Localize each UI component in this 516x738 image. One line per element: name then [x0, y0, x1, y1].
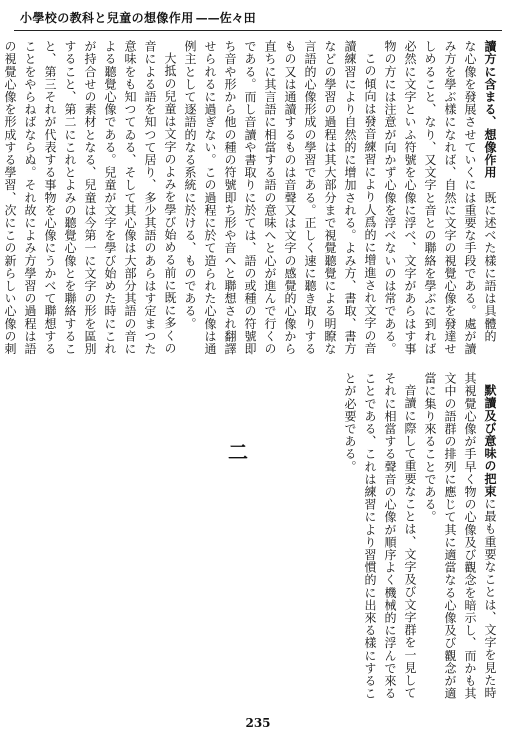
header-rule — [14, 30, 502, 31]
section-heading: 二 — [228, 440, 248, 464]
running-header — [20, 9, 500, 27]
paragraph-lead: 讀方に含まる、想像作用 — [483, 40, 497, 179]
top-text-block — [3, 40, 500, 355]
paragraph — [0, 40, 180, 355]
paragraph — [380, 40, 500, 355]
paragraph — [180, 40, 380, 355]
paragraph-text: に最も重要なことは、文字を見た時其視覺心像が手早く物の心像及び觀念を暗示し、而かも其文中の語群の排列に應じて其に適當なる心像及び觀念が適當に集り來ることである。 — [423, 372, 497, 700]
page-number: 235 — [245, 716, 271, 730]
paragraph-lead: 默讀及び意味の把束 — [483, 384, 497, 498]
running-header-title: 小學校の教科と兒童の想像作用 — [20, 11, 194, 25]
paragraph-text: 大抵の兒童は文字のよみを學び始める前に既に多くの音による語を知つて居り、多少其語のあらはす定まつた意味をも知つてゐる、そして其心像は大部分其語の音による聽覺心像である。兒童が文字を學び始めた時にこれが持合せの素材となる、兒童は今第一に文字の形を區別すること、第二にこれとよみの聽覺心像とを聯絡すること、第三それが代表する事物を心像にうかべて聯想することをやらねばならぬ。それ故によみ方學習の過程は語の視覺心像を形成する學習、次にこの新らしい心像の刺 — [3, 40, 177, 355]
paragraph-text: 音讀に際して重要なことは、文字及び文字群を一見してそれに相當する聲音の心像が順序よく機械的に浮んで來ることである、これは練習により習慣的に出來る樣にすることが必要である。 — [343, 372, 417, 700]
bottom-text-block — [15, 372, 500, 707]
paragraph — [420, 372, 500, 707]
running-header-author: ——佐々田 — [195, 11, 256, 25]
paragraph-text: 既に述べた樣に語は具體的な心像を發展させていくには重要な手段である。處が讀み方を學ぶ樣になれば、自然に文字の視覺心像を發達せしめること、なり、又文字と音との聯絡を學ぶに到れば必然に文字といふ符號を心像に浮べ、文字があらはす事物の方には注意が向かず心像を浮べないのは常である。 — [383, 40, 497, 355]
paragraph — [340, 372, 420, 707]
paragraph-text: この傾向は發音練習により人爲的に增進され文字の音讀練習により自然的に增加される。よみ方、書取、書方などの學習の過程は其大部分まで視覺聽覺による明瞭な言語的心像形成の學習である。正しく速に聽き取りするもの又は通讀するものは音聲又は文字の感覺的心像から直ちに其言語に相當する語の意味へと心が進んで行くのである。而し音讀や書取りに於ては、語の或種の符號即ち音や形から他の種の符號即ち形や音へと聯想され翻譯せられるに過ぎない。この過程に於て造られた心像は通例主として逐語的なる系統に於ける、ものである。 — [183, 40, 377, 355]
